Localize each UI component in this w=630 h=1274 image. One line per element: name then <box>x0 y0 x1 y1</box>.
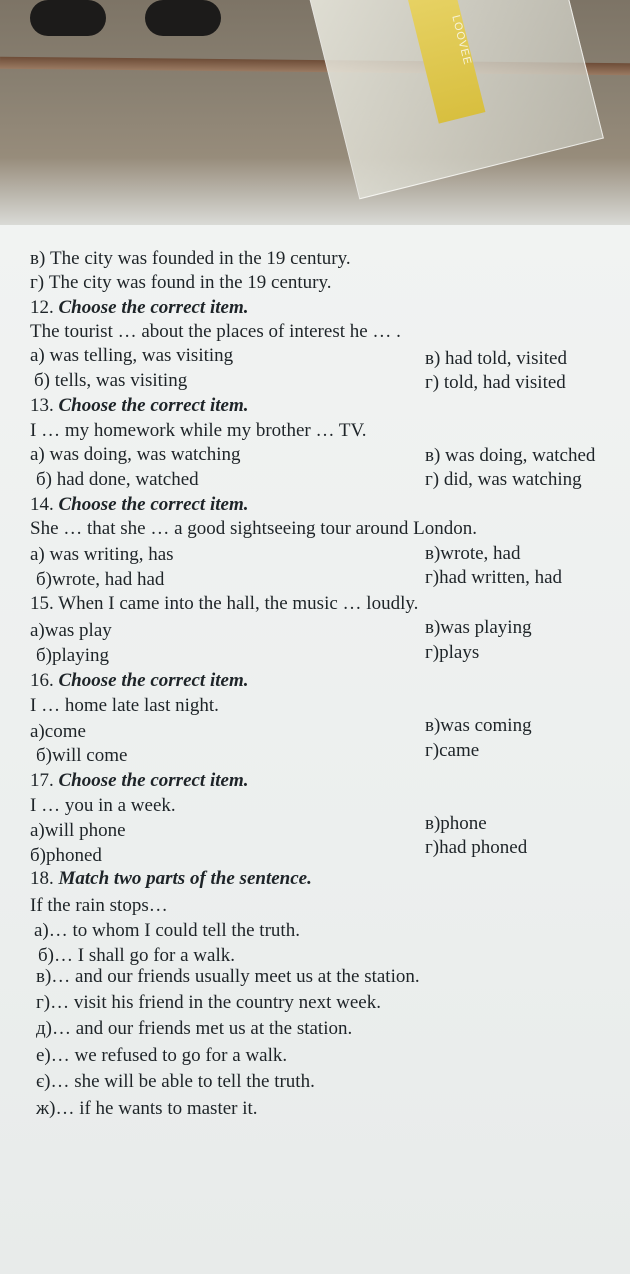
option-v: в)phone <box>425 813 487 834</box>
option-v: в) had told, visited <box>425 348 567 369</box>
question-sentence: She … that she … a good sightseeing tour around London. <box>30 518 477 539</box>
question-instruction: Choose the correct item. <box>58 770 249 791</box>
question-heading <box>30 868 312 890</box>
cd-spine-label: LOOVEE <box>403 0 486 124</box>
question-number: 12. <box>30 297 54 318</box>
question-heading <box>30 395 248 417</box>
photo-background <box>0 0 630 225</box>
option-g: г) told, had visited <box>425 372 566 393</box>
question-instruction: Choose the correct item. <box>58 395 249 416</box>
binder-hole <box>145 0 221 36</box>
question-instruction: Choose the correct item. <box>58 297 249 318</box>
question-heading <box>30 494 248 516</box>
question-sentence: I … you in a week. <box>30 795 176 816</box>
option-a: а)will phone <box>30 820 126 841</box>
match-option: е)… we refused to go for a walk. <box>36 1045 288 1066</box>
match-option: б)… I shall go for a walk. <box>38 945 235 966</box>
option-v: в) was doing, watched <box>425 445 596 466</box>
option-b: б) tells, was visiting <box>34 370 188 391</box>
question-number: 17. <box>30 770 54 791</box>
question-sentence: The tourist … about the places of interest he … . <box>30 321 401 342</box>
option-a: а)was play <box>30 620 112 641</box>
question-number: 13. <box>30 395 54 416</box>
question-heading <box>30 670 248 692</box>
option-g: г)had written, had <box>425 567 563 588</box>
option-b: б)will come <box>36 745 128 766</box>
match-option: д)… and our friends met us at the station. <box>36 1018 353 1039</box>
question-instruction: Match two parts of the sentence. <box>58 868 312 889</box>
option-g: г)had phoned <box>425 837 528 858</box>
option-g: г) did, was watching <box>425 469 582 490</box>
match-option: а)… to whom I could tell the truth. <box>34 920 300 941</box>
option-g: г)came <box>425 740 480 761</box>
question-number: 18. <box>30 868 54 889</box>
option-line: в) The city was founded in the 19 century. <box>30 248 351 269</box>
question-instruction: Choose the correct item. <box>58 670 249 691</box>
match-option: в)… and our friends usually meet us at the station. <box>36 966 420 987</box>
question-sentence: 15. When I came into the hall, the music … loudly. <box>30 593 419 614</box>
match-option: г)… visit his friend in the country next week. <box>36 992 381 1013</box>
option-a: а) was telling, was visiting <box>30 345 234 366</box>
option-a: а) was writing, has <box>30 544 174 565</box>
question-number: 14. <box>30 494 54 515</box>
option-b: б)phoned <box>30 845 102 866</box>
option-v: в)was playing <box>425 617 532 638</box>
option-b: б) had done, watched <box>36 469 199 490</box>
option-b: б)wrote, had had <box>36 569 165 590</box>
match-option: є)… she will be able to tell the truth. <box>36 1071 315 1092</box>
match-option: ж)… if he wants to master it. <box>36 1098 258 1119</box>
option-v: в)wrote, had <box>425 543 521 564</box>
question-sentence: If the rain stops… <box>30 895 168 916</box>
option-a: а)come <box>30 721 86 742</box>
question-instruction: Choose the correct item. <box>58 494 249 515</box>
question-heading <box>30 770 248 792</box>
question-sentence: I … home late last night. <box>30 695 219 716</box>
question-heading <box>30 297 248 319</box>
option-v: в)was coming <box>425 715 532 736</box>
binder-hole <box>30 0 106 36</box>
option-line: г) The city was found in the 19 century. <box>30 272 332 293</box>
option-b: б)playing <box>36 645 109 666</box>
question-number: 16. <box>30 670 54 691</box>
question-sentence: I … my homework while my brother … TV. <box>30 420 367 441</box>
option-a: а) was doing, was watching <box>30 444 241 465</box>
option-g: г)plays <box>425 642 480 663</box>
